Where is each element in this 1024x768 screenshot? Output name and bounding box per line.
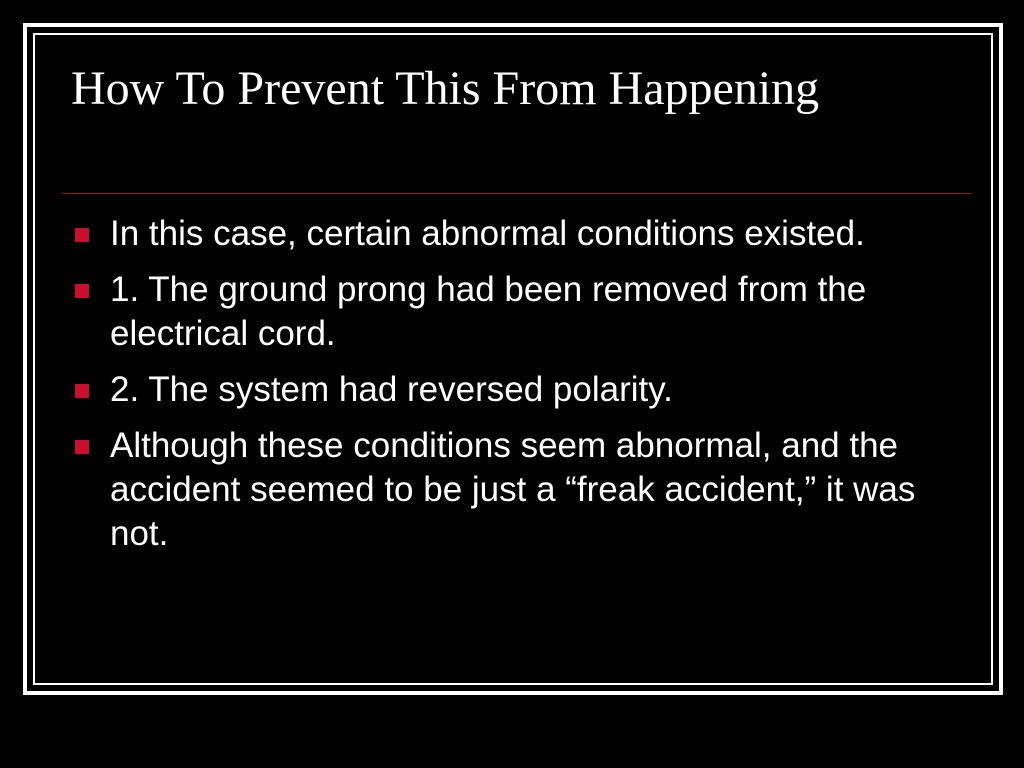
bullet-text: In this case, certain abnormal conditions existed. — [110, 214, 865, 253]
bullet-text: 1. The ground prong had been removed from the electrical cord. — [110, 270, 867, 353]
bullet-item — [72, 212, 972, 256]
bullet-item — [72, 368, 972, 412]
bullet-text: 2. The system had reversed polarity. — [110, 370, 673, 409]
square-bullet-icon — [75, 228, 89, 242]
square-bullet-icon — [75, 284, 89, 298]
square-bullet-icon — [75, 384, 89, 398]
square-bullet-icon — [75, 440, 89, 454]
bullet-text: Although these conditions seem abnormal, and the accident seemed to be just a “freak accident,” it was not. — [110, 426, 916, 553]
bullet-list — [72, 212, 972, 568]
title-divider — [62, 193, 972, 194]
bullet-item — [72, 424, 972, 556]
slide-title: How To Prevent This From Happening — [71, 62, 820, 115]
bullet-item — [72, 268, 972, 356]
